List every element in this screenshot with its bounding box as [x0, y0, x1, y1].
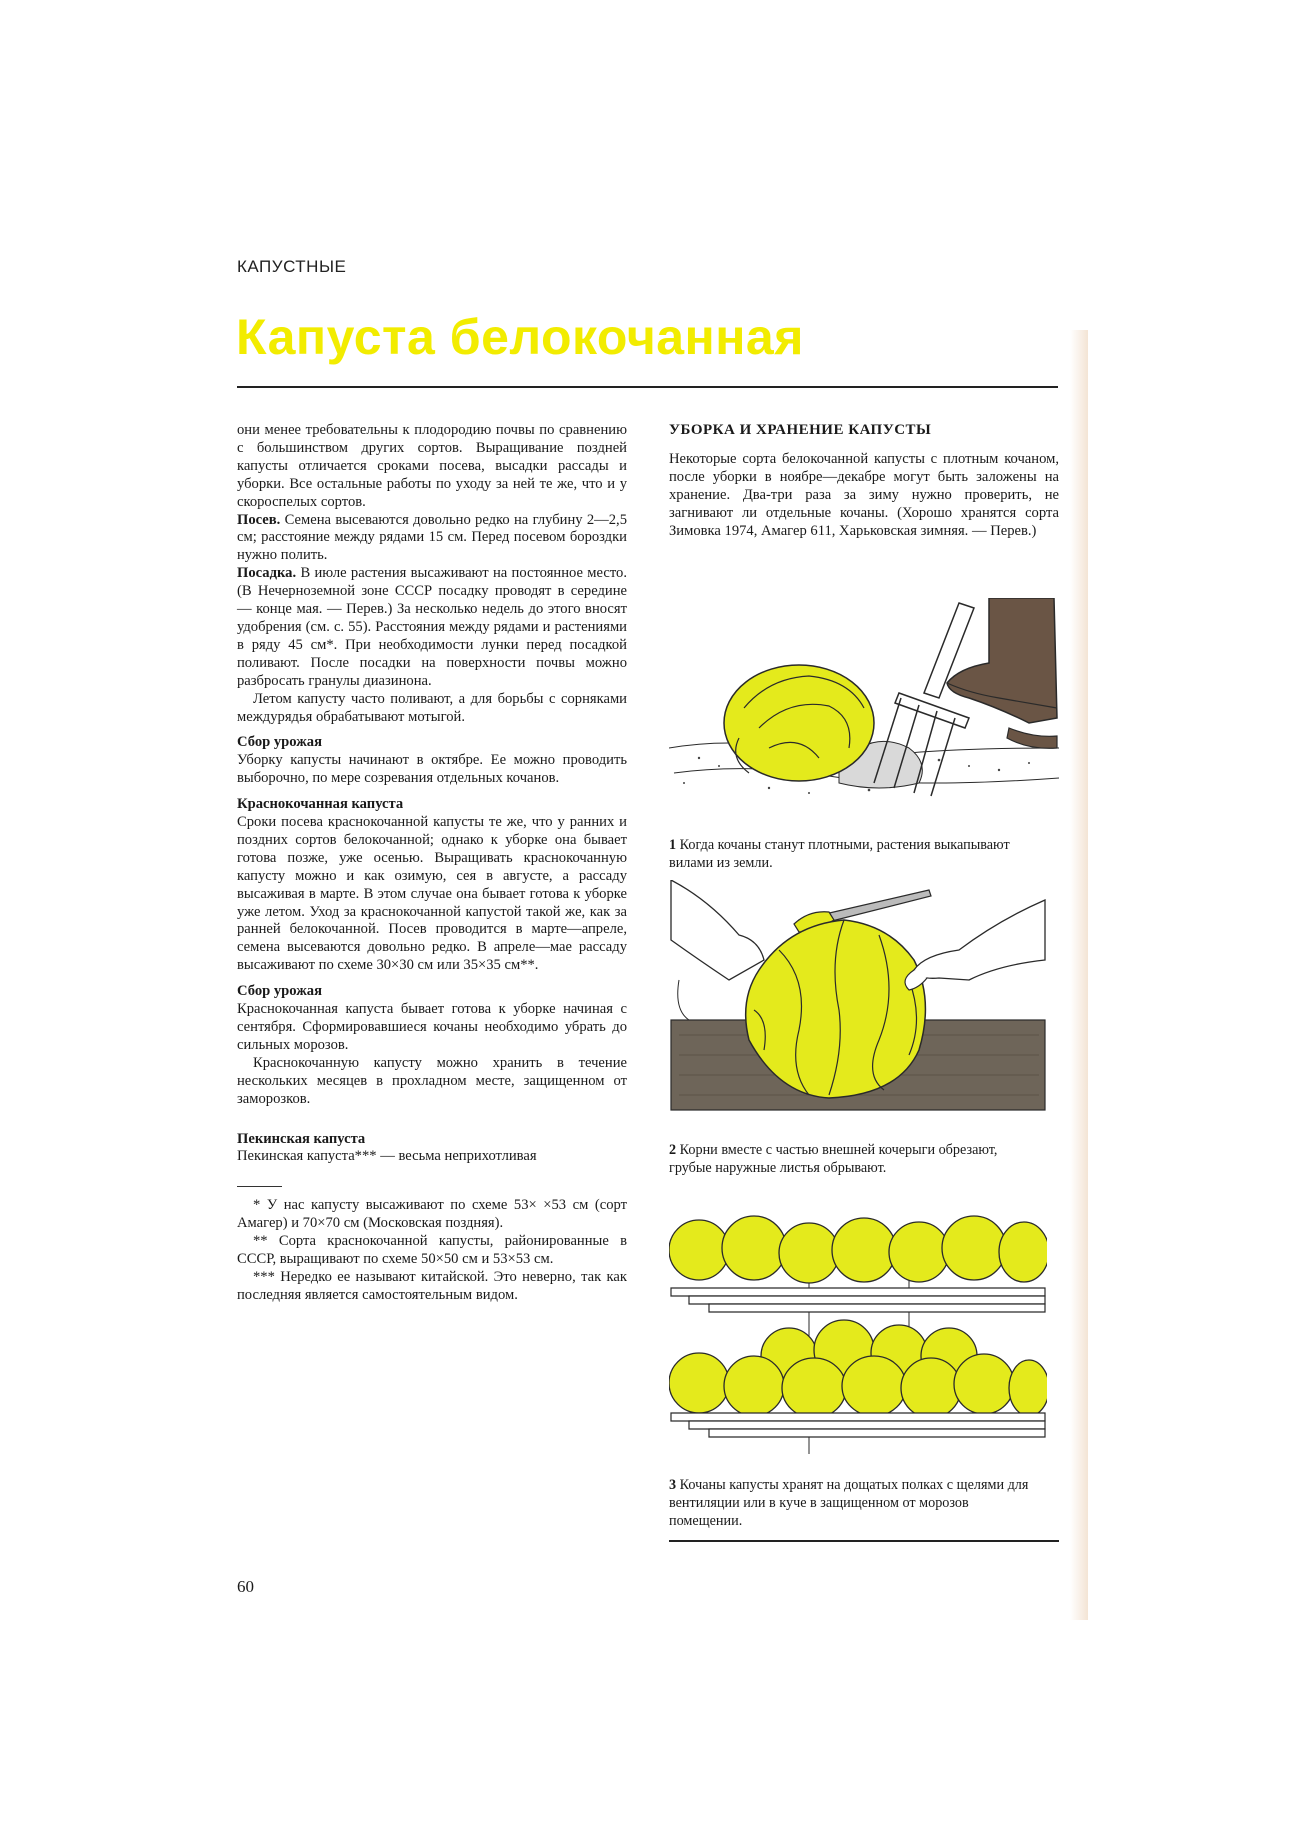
paragraph-peking: Пекинская капуста*** — весьма неприхотливая: [237, 1148, 537, 1165]
title-rule: [237, 386, 1058, 388]
heading-red-cabbage: Краснокочанная капуста: [237, 796, 404, 813]
figure-3-number: 3: [669, 1477, 677, 1493]
paragraph-sowing: [237, 512, 627, 566]
figure-2-number: 2: [669, 1142, 677, 1158]
right-column: [669, 422, 1059, 541]
bottom-shelf-cabbages: [669, 1320, 1047, 1418]
footnotes: [237, 1197, 627, 1304]
top-shelf-cabbages: [669, 1216, 1047, 1283]
page-number: 60: [237, 1577, 254, 1596]
paragraph-planting: [237, 565, 627, 690]
caption-figure-1: [669, 837, 1041, 873]
page-edge-shadow: [1070, 330, 1088, 1620]
sowing-label: Посев.: [237, 511, 281, 528]
figure-1-number: 1: [669, 837, 677, 853]
illustration-storage: [669, 1208, 1047, 1454]
section-heading: УБОРКА И ХРАНЕНИЕ КАПУСТЫ: [669, 422, 932, 438]
illustration-trimming: [669, 880, 1047, 1112]
footnote-rule: [237, 1186, 282, 1187]
illustration-digging: [669, 598, 1059, 813]
heading-peking: Пекинская капуста: [237, 1130, 366, 1147]
figure-3-text: Кочаны капусты хранят на дощатых полках с щелями для вентиляции или в куче в защищенном от морозов помещении.: [669, 1477, 1029, 1529]
caption-figure-2: [669, 1142, 1041, 1178]
left-column: [237, 422, 627, 1305]
sowing-text: Семена высеваются довольно редко на глубину 2—2,5 см; расстояние между рядами 15 см. Перед посевом бороздки нужно полить.: [237, 511, 627, 564]
footnote-3: *** Нередко ее называют китайской. Это неверно, так как последняя является самостоятельным видом.: [237, 1268, 627, 1303]
paragraph-summer: Летом капусту часто поливают, а для борьбы с сорняками междурядья обрабатывают мотыгой.: [237, 690, 627, 725]
bottom-rule: [669, 1540, 1059, 1542]
heading-harvest-2: Сбор урожая: [237, 983, 323, 1000]
caption-figure-3: [669, 1477, 1041, 1531]
section-label: КАПУСТНЫЕ: [237, 257, 347, 276]
cabbage-head-1: [724, 665, 874, 781]
page-title: Капуста белокочанная: [236, 309, 804, 365]
figure-2-text: Корни вместе с частью внешней кочерыги обрезают, грубые наружные листья обрывают.: [669, 1142, 998, 1176]
section-intro: Некоторые сорта белокочанной капусты с плотным кочаном, после уборки в ноябре—декабре могут быть заложены на хранение. Два-три раза за зиму нужно проверить, не загнивают ли отдельные кочаны. (Хорошо хранятся сорта Зимовка 1974, Амагер 611, Харьковская зимняя. — Перев.): [669, 451, 1059, 539]
paragraph-red-cabbage: Сроки посева краснокочанной капусты те же, что у ранних и поздних сортов белокочанной; однако к уборке она бывает готова позже, уже осенью. Выращивать краснокочанную капусту можно и как озимую, сея в августе, а рассаду высаживая в марте. В этом случае она бывает готова к уборке уже летом. Уход за краснокочанной капустой такой же, как за ранней белокочанной. Посев проводится в марте—апреле, семена высеваются довольно редко. В апреле—мае рассаду высаживают по схеме 30×30 см или 35×35 см**.: [237, 814, 627, 974]
paragraph-store-red: Краснокочанную капусту можно хранить в течение нескольких месяцев в прохладном месте, защищенном от заморозков.: [237, 1054, 627, 1107]
footnote-1: * У нас капусту высаживают по схеме 53× ×53 см (сорт Амагер) и 70×70 см (Московская поздняя).: [237, 1197, 627, 1232]
heading-harvest-1: Сбор урожая: [237, 734, 323, 751]
figure-1-text: Когда кочаны станут плотными, растения выкапывают вилами из земли.: [669, 837, 1010, 871]
paragraph-harvest-2: Краснокочанная капуста бывает готова к уборке начиная с сентября. Сформировавшиеся кочаны необходимо убрать до сильных морозов.: [237, 1001, 627, 1053]
footnote-2: ** Сорта краснокочанной капусты, районированные в СССР, выращивают по схеме 50×50 см и 53×53 см.: [237, 1233, 627, 1268]
planting-text: В июле растения высаживают на постоянное место. (В Нечерноземной зоне СССР посадку проводят в середине — конце мая. — Перев.) За несколько недель до этого вносят удобрения (см. с. 55). Расстояния между рядами и растениями в ряду 45 см*. При необходимости лунки перед посадкой поливают. После посадки на поверхности почвы можно разбросать гранулы диазинона.: [237, 565, 627, 689]
planting-label: Посадка.: [237, 565, 297, 582]
paragraph-harvest-1: Уборку капусты начинают в октябре. Ее можно проводить выборочно, по мере созревания отдельных кочанов.: [237, 752, 627, 787]
paragraph-intro: они менее требовательны к плодородию почвы по сравнению с большинством других сортов. Выращивание поздней капусты отличается сроками посева, высадки рассады и уборки. Все остальные работы по уходу за ней те же, что и у скороспелых сортов.: [237, 422, 627, 510]
